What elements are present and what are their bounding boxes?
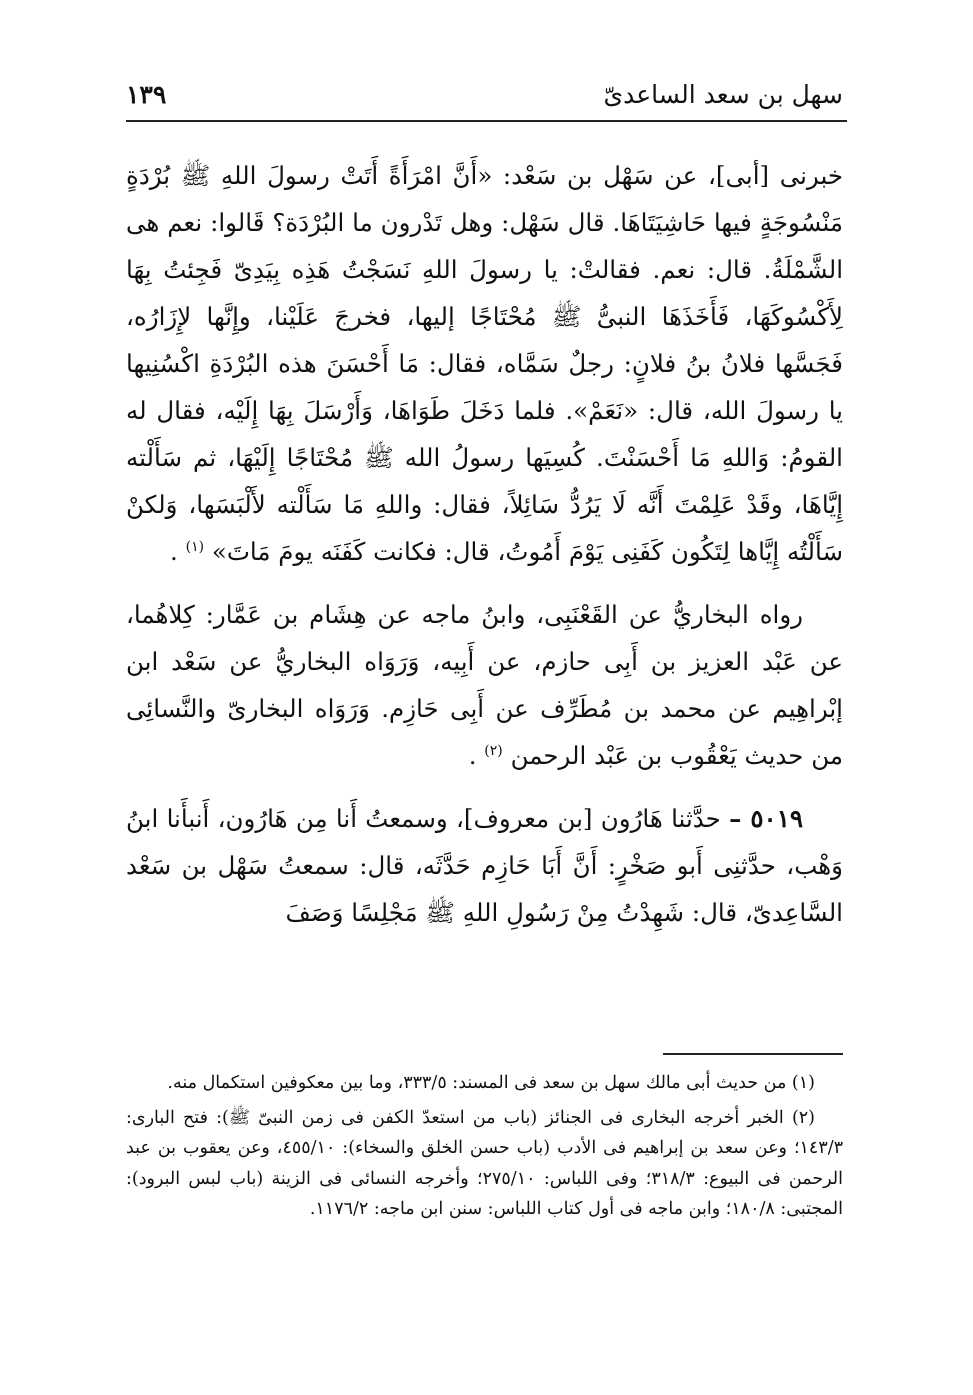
paragraph-hadith-5019 [126, 795, 843, 936]
footnotes [126, 1068, 843, 1229]
footnote-2: (٢) الخبر أخرجه البخارى فى الجنائز (باب من استعدّ الكفن فى زمن النبىّ ﷺ): فتح البارى: ١٤٣/٣؛ وعن سعد بن إبراهيم فى الأدب (باب حسن الخلق والسخاء): ٤٥٥/١٠، وعن يعقوب بن عبد الرحمن فى البيوع: ٣١٨/٣؛ وفى اللباس: ٢٧٥/١٠؛ وأخرجه النسائى فى الزينة (باب لبس البرود): المجتبى: ١٨٠/٨؛ وابن ماجه فى أول كتاب اللباس: سنن ابن ماجه: ١١٧٦/٢. [126, 1107, 844, 1219]
paragraph-hadith: خبرنى [أبى]، عن سَهْل بن سَعْد: «أَنَّ امْرَأَةً أَتَتْ رسولَ اللهِ ﷺ بُرْدَةٍ مَنْسُوجَةٍ فيها حَاشِيَتَاهَا. قال سَهْل: وهل تَدْرون ما البُرْدَة؟ قَالوا: نعم هى الشَّمْلَةُ. قال: نعم. فقالتْ: يا رسولَ اللهِ نَسَجْتُ هَذِه بِيَدِىّ فَجِئتُ بِهَا لِأَكْسُوكَهَا، فَأَخَذَهَا النبىُّ ﷺ مُحْتَاجًا إليها، فخرجَ عَلَيْنا، وإِنَّها لإِزَارُه، فَجَسَّها فلانُ بنُ فلانٍ: رجلٌ سَمَّاه، فقال: مَا أَحْسَنَ هذه البُرْدَةِ اكْسُنِيها يا رسولَ الله، قال: «نَعَمْ». فلما دَخَلَ طَوَاهَا، وَأَرْسَلَ بِهَا إِلَيْه، فقال له القومُ: وَاللهِ مَا أَحْسَنْتَ. كُسِيَها رسولُ الله ﷺ مُحْتَاجًا إِلَيْهَا، ثم سَأَلْته إِيَّاهَا، وقَدْ عَلِمْتَ أَنَّه لَا يَرُدُّ سَائِلاً، فقال: واللهِ مَا سَأَلْته لأَلْبَسَها، وَلكنْ سَأَلْتُه إِيَّاها لِتَكُون كَفَنِى يَوْمَ أَمُوتُ، قال: فكانت كَفَنَه يومَ مَاتَ» $^{(١)}$ . [126, 161, 843, 566]
paragraph-takhrij-text: رواه البخاريُّ عن القَعْنَبِى، وابنُ ماجه عن هِشَام بن عَمَّار: كِلاهُما، عن عَبْد العزيز بن أَبِى حازم، عن أَبِيه، وَرَوَاه البخاريُّ عن سَعْد ابن إبْراهِيم عن محمد بن مُطَرِّف عن أَبِى حَازِم. وَرَوَاه البخارىّ والنَّسائِى من حديث يَعْقُوب بن عَبْد الرحمن [126, 600, 843, 770]
footnote-ref-2: (٢) [484, 742, 503, 759]
running-title: سهل بن سعد الساعدىّ [603, 79, 843, 109]
main-text [126, 152, 843, 952]
page-number: ١٣٩ [126, 79, 167, 109]
header-rule [126, 120, 847, 122]
footnote-ref-1: (١) [185, 538, 205, 555]
running-head [126, 74, 843, 114]
footnote-1: (١) من حديث أبى مالك سهل بن سعد فى المسند: ٣٣٣/٥، وما بين معكوفين استكمال منه. [167, 1073, 815, 1093]
footnote-rule [663, 1053, 843, 1055]
hadith-number: ٥٠١٩ – [729, 804, 804, 833]
paragraph-hadith-text: خبرنى [أبى]، عن سَهْل بن سَعْد: «أَنَّ امْرَأَةً أَتَتْ رسولَ اللهِ ﷺ بُرْدَةٍ مَنْسُوجَةٍ فيها حَاشِيَتَاهَا. قال سَهْل: وهل تَدْرون ما البُرْدَة؟ قَالوا: نعم هى الشَّمْلَةُ. قال: نعم. فقالتْ: يا رسولَ اللهِ نَسَجْتُ هَذِه بِيَدِىّ فَجِئتُ بِهَا لِأَكْسُوكَهَا، فَأَخَذَهَا النبىُّ ﷺ مُحْتَاجًا إليها، فخرجَ عَلَيْنا، وإِنَّها لإِزَارُه، فَجَسَّها فلانُ بنُ فلانٍ: رجلٌ سَمَّاه، فقال: مَا أَحْسَنَ هذه البُرْدَةِ اكْسُنِيها يا رسولَ الله، قال: «نَعَمْ». فلما دَخَلَ طَوَاهَا، وَأَرْسَلَ بِهَا إِلَيْه، فقال له القومُ: وَاللهِ مَا أَحْسَنْتَ. كُسِيَها رسولُ الله ﷺ مُحْتَاجًا إِلَيْهَا، ثم سَأَلْته إِيَّاهَا، وقَدْ عَلِمْتَ أَنَّه لَا يَرُدُّ سَائِلاً، فقال: واللهِ مَا سَأَلْته لأَلْبَسَها، وَلكنْ سَأَلْتُه إِيَّاها لِتَكُون كَفَنِى يَوْمَ أَمُوتُ، قال: فكانت كَفَنَه يومَ مَاتَ» [126, 161, 843, 566]
paragraph-takhrij: رواه البخاريُّ عن القَعْنَبِى، وابنُ ماجه عن هِشَام بن عَمَّار: كِلاهُما، عن عَبْد العزيز بن أَبِى حازم، عن أَبِيه، وَرَوَاه البخاريُّ عن سَعْد ابن إبْراهِيم عن محمد بن مُطَرِّف عن أَبِى حَازِم. وَرَوَاه البخارىّ والنَّسائِى من حديث يَعْقُوب بن عَبْد الرحمن $^{(٢)}$ . [126, 600, 843, 770]
paragraph-hadith-5019-text: حدَّثنا هَارُون [بن معروف]، وسمعتُ أَنا مِن هَارُون، أَنبأَنا ابنُ وَهْب، حدَّثنِى أَبو صَخْرٍ: أَنَّ أَبَا حَازِم حَدَّثَه، قال: سمعتُ سَهْل بن سَعْد السَّاعِدىّ، قال: شَهِدْتُ مِنْ رَسُولِ اللهِ ﷺ مَجْلِسًا وَصَفَ [126, 804, 843, 927]
